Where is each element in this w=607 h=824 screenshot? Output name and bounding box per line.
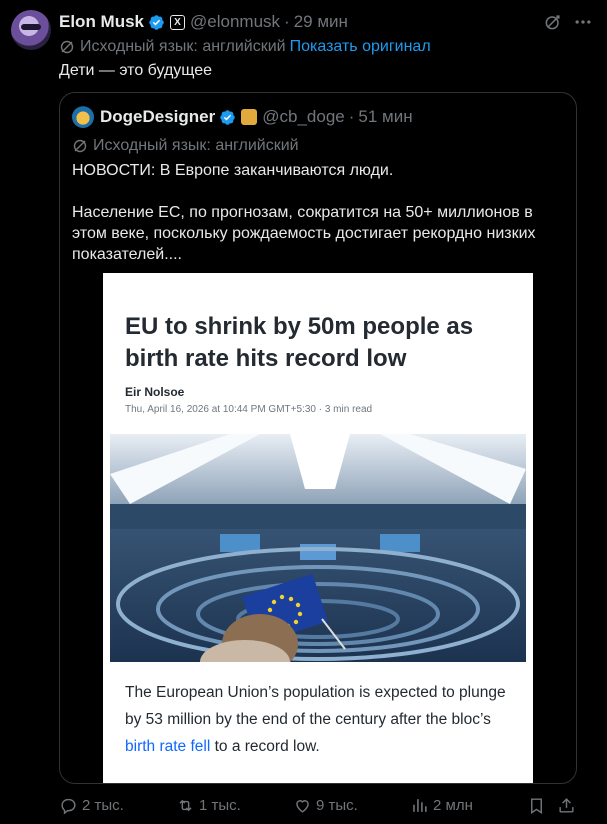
show-original-link[interactable]: Показать оригинал xyxy=(289,38,431,55)
like-icon xyxy=(293,796,312,815)
author-name[interactable]: Elon Musk xyxy=(59,12,145,31)
article-body xyxy=(125,679,520,760)
tweet-actions xyxy=(59,796,577,816)
repost-button[interactable] xyxy=(176,796,241,815)
article-body-link: birth rate fell xyxy=(125,738,211,755)
tweet-text: Дети — это будущее xyxy=(59,62,213,79)
quote-paragraph: Население ЕС, по прогнозам, сократится на 50+ миллионов в этом веке, поскольку рождаемость достигает рекордно низких показателей.... xyxy=(72,204,536,263)
quote-translation-note xyxy=(72,137,299,155)
repost-count: 1 тыс. xyxy=(199,797,241,814)
tweet-header xyxy=(59,12,348,32)
separator-dot: · xyxy=(348,107,355,126)
article-headline: EU to shrink by 50m people as birth rate hits record low xyxy=(125,313,474,372)
views-button[interactable] xyxy=(410,796,473,815)
grok-icon[interactable] xyxy=(543,12,563,32)
article-screenshot-image[interactable] xyxy=(103,273,533,784)
repost-icon xyxy=(176,796,195,815)
avatar[interactable] xyxy=(11,10,51,50)
quote-tweet[interactable] xyxy=(59,92,577,784)
x-affiliate-icon[interactable]: X xyxy=(170,15,185,30)
article-body-text: The European Union’s population is expected to plunge by 53 million by the end of the century after the bloc’s xyxy=(125,684,506,728)
translation-note xyxy=(59,38,431,56)
views-count: 2 млн xyxy=(433,797,473,814)
quote-author-name: DogeDesigner xyxy=(100,107,216,126)
bookmark-icon xyxy=(527,796,546,815)
quote-text xyxy=(72,160,567,286)
author-handle[interactable]: @elonmusk xyxy=(190,12,281,31)
quote-time: 51 мин xyxy=(358,107,413,126)
separator-dot: · xyxy=(284,12,290,31)
reply-icon xyxy=(59,796,78,815)
article-date: Thu, April 16, 2026 at 10:44 PM GMT+5:30 xyxy=(125,404,316,415)
verified-icon xyxy=(219,109,236,126)
tweet-time[interactable]: 29 мин xyxy=(293,12,348,31)
quote-author-handle: @cb_doge xyxy=(262,107,345,126)
article-body-text-end: to a record low. xyxy=(210,738,320,755)
translate-icon xyxy=(72,138,88,154)
share-icon xyxy=(557,796,576,815)
meta-separator: · xyxy=(318,404,325,415)
quote-header xyxy=(72,106,413,128)
quote-translation-label: Исходный язык: английский xyxy=(93,137,299,154)
quote-avatar xyxy=(72,106,94,128)
like-count: 9 тыс. xyxy=(316,797,358,814)
article-meta xyxy=(125,404,372,415)
affiliate-badge-icon xyxy=(241,109,257,125)
article-photo xyxy=(110,434,526,662)
quote-paragraph: НОВОСТИ: В Европе заканчиваются люди. xyxy=(72,162,394,179)
reply-count: 2 тыс. xyxy=(82,797,124,814)
article-read-time: 3 min read xyxy=(324,404,373,415)
share-button[interactable] xyxy=(557,796,580,815)
translation-label: Исходный язык: английский xyxy=(80,38,286,55)
views-icon xyxy=(410,796,429,815)
bookmark-button[interactable] xyxy=(527,796,550,815)
more-icon[interactable] xyxy=(573,12,593,32)
article-author: Eir Nolsoe xyxy=(125,385,185,399)
verified-icon[interactable] xyxy=(148,14,165,31)
translate-icon xyxy=(59,39,75,55)
like-button[interactable] xyxy=(293,796,358,815)
reply-button[interactable] xyxy=(59,796,124,815)
